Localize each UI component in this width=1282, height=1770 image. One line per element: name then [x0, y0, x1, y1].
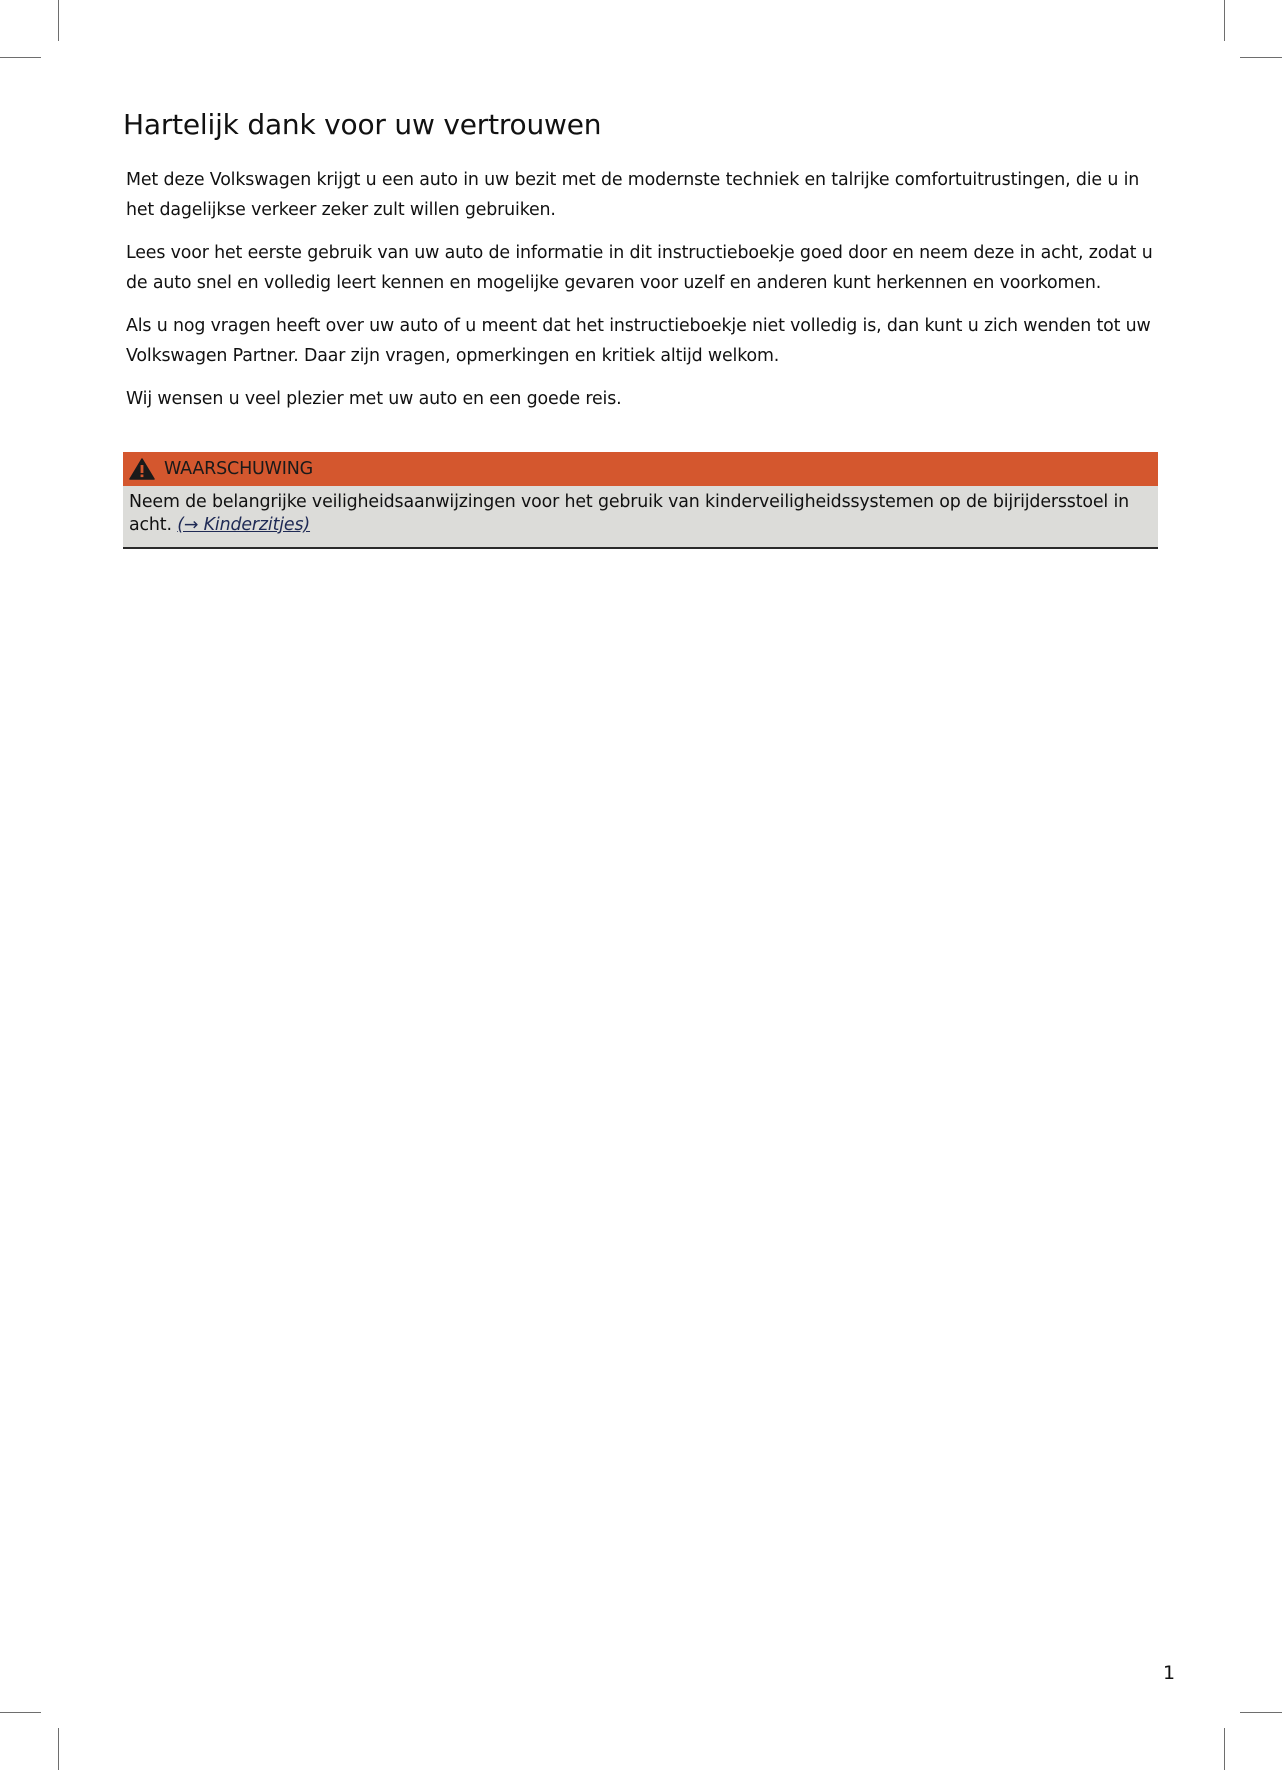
- crop-mark-top-left-horizontal: [0, 57, 41, 58]
- page-title: Hartelijk dank voor uw vertrouwen: [123, 108, 602, 141]
- link-kinderzitjes[interactable]: (→ Kinderzitjes): [177, 515, 311, 535]
- warning-header: [123, 452, 1158, 486]
- crop-mark-bottom-left-horizontal: [0, 1712, 41, 1713]
- paragraph-read-manual: Lees voor het eerste gebruik van uw auto de informatie in dit instructieboekje goed door en neem deze in acht, zodat u de auto snel en volledig leert kennen en mogelijke gevaren voor uzelf en anderen kunt herkennen en voorkomen.: [126, 243, 1153, 293]
- crop-mark-top-right-horizontal: [1240, 57, 1282, 58]
- paragraph-wishes: Wij wensen u veel plezier met uw auto en een goede reis.: [126, 389, 622, 409]
- paragraph-intro: Met deze Volkswagen krijgt u een auto in uw bezit met de modernste techniek en talrijke comfortuitrustingen, die u in het dagelijkse verkeer zeker zult willen gebruiken.: [126, 170, 1140, 220]
- warning-triangle-icon: [129, 458, 155, 480]
- warning-title: WAARSCHUWING: [164, 459, 313, 479]
- crop-mark-top-right-vertical: [1224, 0, 1225, 41]
- warning-text: Neem de belangrijke veiligheidsaanwijzingen voor het gebruik van kinderveiligheidssystemen op de bijrijdersstoel in acht.: [129, 492, 1130, 535]
- crop-mark-top-left-vertical: [58, 0, 59, 41]
- crop-mark-bottom-right-vertical: [1224, 1728, 1225, 1770]
- body-text: [126, 165, 1160, 427]
- paragraph-questions: Als u nog vragen heeft over uw auto of u meent dat het instructieboekje niet volledig is, dan kunt u zich wenden tot uw Volkswagen Partner. Daar zijn vragen, opmerkingen en kritiek altijd welkom.: [126, 316, 1151, 366]
- warning-box: [123, 452, 1158, 549]
- page-number: 1: [1163, 1662, 1176, 1684]
- crop-mark-bottom-right-horizontal: [1240, 1712, 1282, 1713]
- crop-mark-bottom-left-vertical: [58, 1728, 59, 1770]
- warning-body: [123, 486, 1158, 549]
